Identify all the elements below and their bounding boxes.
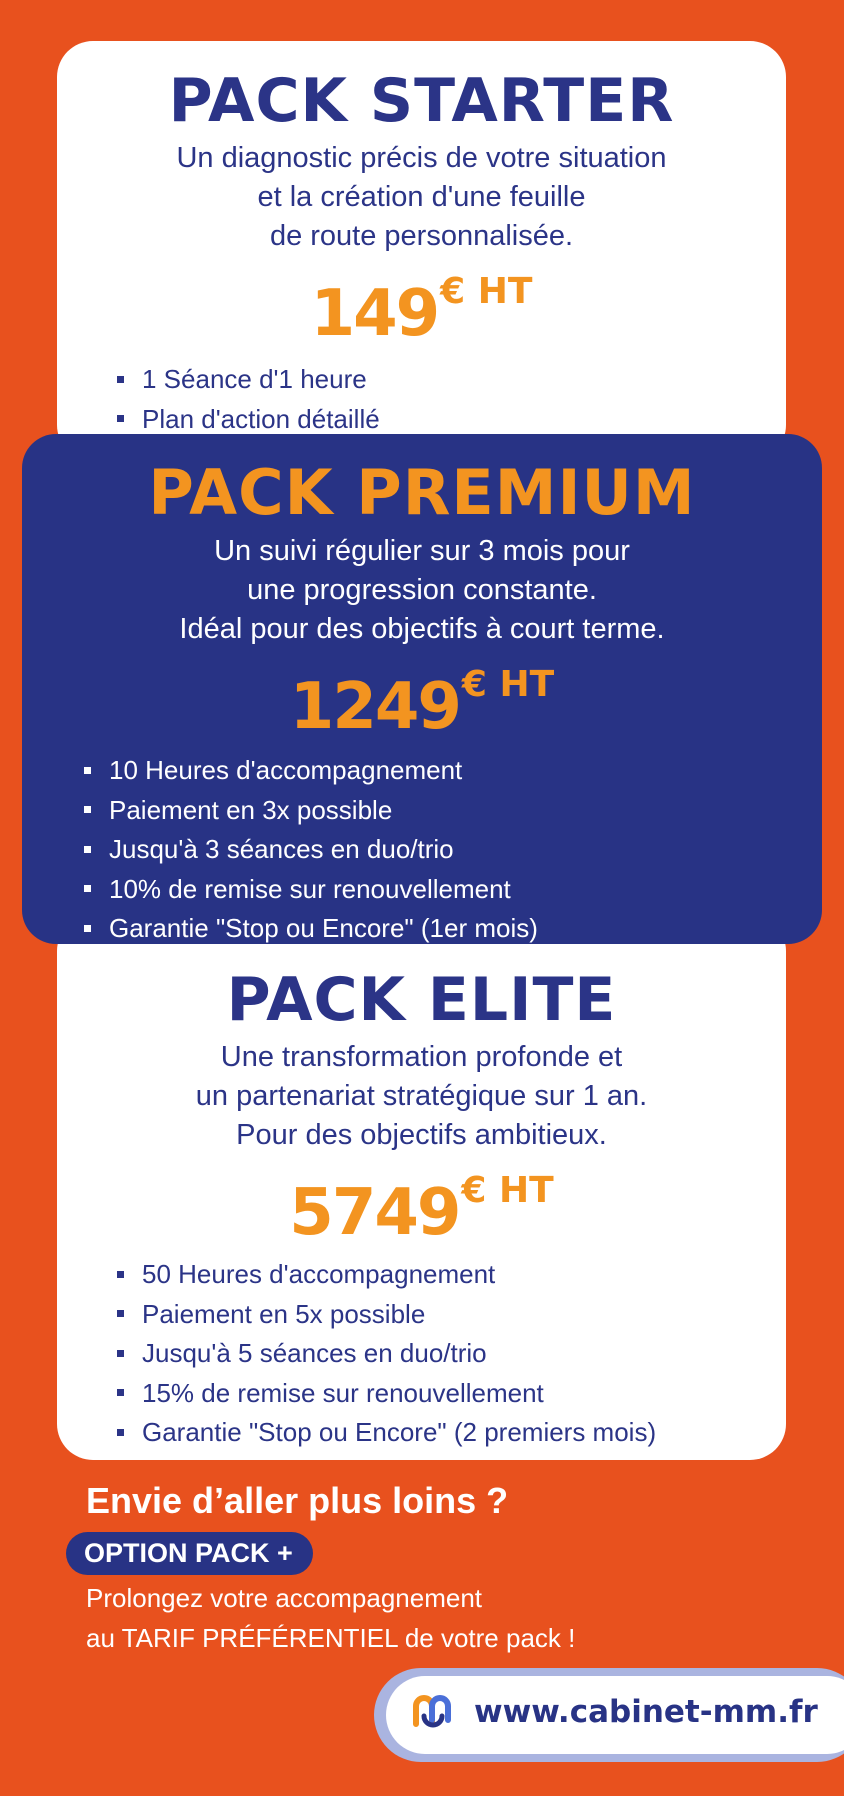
feature-text: Jusqu'à 5 séances en duo/trio (142, 1338, 487, 1368)
price-unit: € HT (461, 664, 555, 705)
feature-item (117, 1374, 786, 1414)
feature-text: 10 Heures d'accompagnement (109, 755, 463, 785)
feature-item (117, 360, 786, 400)
pack-starter-title: PACK STARTER (168, 66, 675, 136)
bullet-icon (84, 767, 91, 774)
feature-item (84, 870, 822, 910)
description-line: Un suivi régulier sur 3 mois pour (214, 535, 630, 567)
feature-item (117, 1413, 786, 1453)
feature-text: 10% de remise sur renouvellement (109, 873, 511, 904)
pack-premium-price (22, 664, 822, 744)
feature-text: Garantie "Stop ou Encore" (1er mois) (109, 913, 538, 943)
feature-text: Paiement en 3x possible (109, 794, 393, 825)
feature-item (84, 909, 822, 949)
pack-starter-card (57, 41, 786, 461)
feature-item (84, 791, 822, 831)
description-line: Idéal pour des objectifs à court terme. (179, 613, 665, 645)
feature-text: 50 Heures d'accompagnement (142, 1259, 496, 1289)
bullet-icon (84, 846, 91, 853)
pack-premium-features (22, 751, 822, 949)
bullet-icon (117, 1429, 124, 1436)
pack-elite-card (57, 915, 786, 1460)
feature-item (117, 1295, 786, 1335)
pack-elite-price (57, 1170, 786, 1250)
option-section (86, 1480, 508, 1522)
cabinet-mm-logo-icon (410, 1690, 456, 1736)
option-line: au TARIF PRÉFÉRENTIEL de votre pack ! (86, 1623, 576, 1653)
bullet-icon (84, 806, 91, 813)
price-amount: 5749 (289, 1176, 460, 1250)
bullet-icon (117, 376, 124, 383)
pack-premium-title: PACK PREMIUM (148, 456, 696, 529)
option-description (86, 1578, 575, 1658)
feature-item (84, 751, 822, 791)
pack-starter-features (57, 360, 786, 439)
bullet-icon (84, 885, 91, 892)
feature-text: Plan d'action détaillé (142, 403, 380, 434)
bullet-icon (117, 1310, 124, 1317)
description-line: un partenariat stratégique sur 1 an. (195, 1080, 648, 1112)
description-line: Un diagnostic précis de votre situation (176, 142, 667, 174)
bullet-icon (84, 925, 91, 932)
price-amount: 1249 (289, 670, 460, 744)
website-link[interactable]: www.cabinet-mm.fr (474, 1694, 818, 1730)
bullet-icon (117, 1271, 124, 1278)
option-line: Prolongez votre accompagnement (86, 1583, 483, 1613)
description-line: et la création d'une feuille (257, 181, 586, 213)
feature-text: Paiement en 5x possible (142, 1298, 426, 1329)
price-unit: € HT (461, 1170, 554, 1211)
description-line: Pour des objectifs ambitieux. (236, 1119, 607, 1151)
feature-text: Garantie "Stop ou Encore" (2 premiers mois) (142, 1417, 657, 1447)
description-line: une progression constante. (247, 574, 597, 606)
pack-premium-description (22, 532, 822, 649)
pack-starter-description (57, 139, 786, 256)
option-heading: Envie d’aller plus loins ? (86, 1480, 509, 1521)
pack-starter-price (57, 271, 786, 351)
description-line: Une transformation profonde et (220, 1041, 623, 1073)
price-unit: € HT (440, 271, 533, 312)
pack-premium-card (22, 434, 822, 944)
feature-text: 15% de remise sur renouvellement (142, 1377, 544, 1408)
feature-text: Jusqu'à 3 séances en duo/trio (109, 834, 454, 864)
pack-elite-title: PACK ELITE (226, 965, 617, 1035)
bullet-icon (117, 1350, 124, 1357)
feature-text: 1 Séance d'1 heure (142, 364, 367, 394)
feature-item (117, 1255, 786, 1295)
bullet-icon (117, 415, 124, 422)
pack-elite-features (57, 1255, 786, 1453)
description-line: de route personnalisée. (269, 220, 574, 252)
feature-item (84, 830, 822, 870)
price-amount: 149 (310, 277, 439, 351)
pack-elite-description (57, 1038, 786, 1155)
feature-item (117, 1334, 786, 1374)
option-pack-badge: OPTION PACK + (66, 1532, 313, 1575)
bullet-icon (117, 1389, 124, 1396)
